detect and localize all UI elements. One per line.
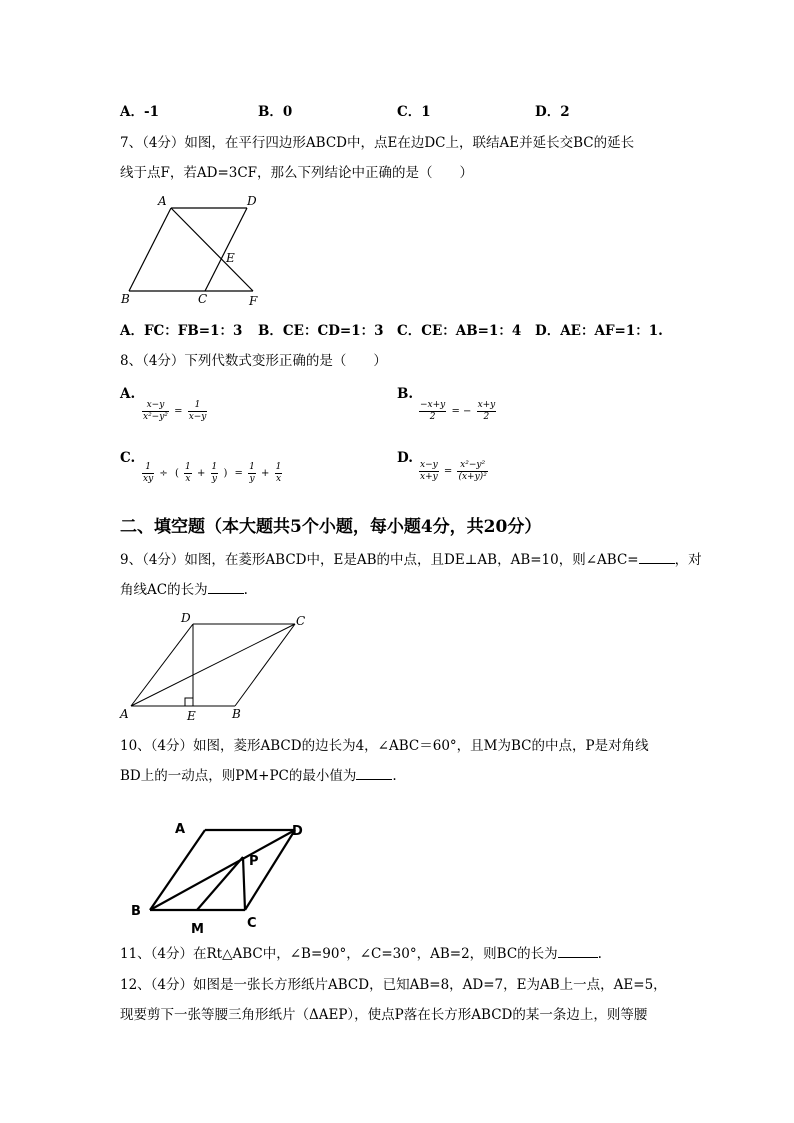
q7-option-a: A．FC：FB=1：3 <box>120 323 243 339</box>
q8-option-b-letter: B. <box>397 386 414 402</box>
q9-label-c: C <box>296 614 306 628</box>
q7-label-b: B <box>121 292 130 306</box>
q9-right-angle-mark <box>185 698 193 706</box>
q10-stem-line2: BD上的一动点，则PM+PC的最小值为 . <box>120 768 397 784</box>
q10-edge-cd <box>245 830 295 910</box>
q7-edge-ab <box>129 208 171 291</box>
q10-segment-pm <box>197 857 243 910</box>
q9-label-e: E <box>187 709 196 723</box>
q7-option-d: D．AE：AF=1：1. <box>535 323 663 339</box>
q10-label-c: C <box>247 916 257 931</box>
q8-option-a-expr: $\frac{x-y}{\text{x²−y²}}$ = $\frac{1}{x-y}$ <box>143 400 207 422</box>
q7-option-b: B．CE：CD=1：3 <box>258 323 384 339</box>
q10-label-p: P <box>249 854 259 869</box>
q8-option-d-letter: D. <box>397 450 413 466</box>
q7-stem-line1: 7、（4分）如图，在平行四边形ABCD中，点E在边DC上，联结AE并延长交BC的延长 <box>120 135 635 151</box>
q12-stem-line1: 12、（4分）如图是一张长方形纸片ABCD，已知AB=8，AD=7，E为AB上一点，AE=5， <box>120 977 667 993</box>
q8-option-a-letter: A. <box>120 386 136 402</box>
q9-answer-blank-2[interactable] <box>208 581 244 594</box>
q9-label-a: A <box>120 707 129 721</box>
q7-label-c: C <box>198 292 208 306</box>
q10-answer-blank[interactable] <box>356 767 392 780</box>
q12-stem-line2: 现要剪下一张等腰三角形纸片（ΔAEP），使点P落在长方形ABCD的某一条边上，则等腰 <box>120 1007 648 1023</box>
q10-stem-line1: 10、（4分）如图，菱形ABCD的边长为4，∠ABC＝60°，且M为BC的中点，P是对角线 <box>120 738 649 754</box>
q11-stem: 11、（4分）在Rt△ABC中，∠B=90°，∠C=30°，AB=2，则BC的长为 . <box>120 946 602 962</box>
q8-option-c-expr: $\frac{1}{xy}$ ÷ ( $\frac{1}{x}$ + $\frac{1}{y}$ ) = $\frac{1}{y}$ + $\frac{1}{x}$ <box>143 462 282 484</box>
q9-answer-blank-1[interactable] <box>639 551 675 564</box>
q7-stem-line2: 线于点F，若AD=3CF，那么下列结论中正确的是（ ） <box>120 165 474 181</box>
q7-label-e: E <box>226 251 235 265</box>
q7-label-f: F <box>249 294 258 308</box>
q10-label-a: A <box>175 822 186 837</box>
q10-edge-ab <box>150 830 205 910</box>
q7-label-a: A <box>158 194 167 208</box>
q7-figure <box>115 190 265 310</box>
q10-figure <box>125 815 325 940</box>
q9-stem-line1: 9、（4分）如图，在菱形ABCD中，E是AB的中点，且DE⊥AB，AB=10，则∠ABC= ，对 <box>120 552 702 568</box>
q6-option-b: B．0 <box>258 104 293 120</box>
q10-diagonal-bd <box>150 830 295 910</box>
q6-option-c: C．1 <box>397 104 431 120</box>
q9-figure <box>115 610 315 725</box>
q6-option-a: A．-1 <box>120 104 159 120</box>
q10-label-b: B <box>131 904 141 919</box>
q9-diagonal-ac <box>131 624 295 706</box>
q10-label-m: M <box>191 922 204 937</box>
q8-stem: 8、（4分）下列代数式变形正确的是（ ） <box>120 353 387 369</box>
q7-label-d: D <box>247 194 257 208</box>
q9-edge-ad <box>131 624 193 706</box>
q8-option-d-expr: $\frac{x-y}{x+y}$ = $\frac{\text{x²−y²}}{\text{(x+y)²}}$ <box>420 460 487 482</box>
q8-option-b-expr: $\frac{-x+y}{2}$ = − $\frac{x+y}{2}$ <box>420 400 496 422</box>
q9-label-d: D <box>181 611 191 625</box>
q9-label-b: B <box>232 707 241 721</box>
q9-edge-bc <box>235 624 295 706</box>
q10-segment-pc <box>243 857 245 910</box>
q11-answer-blank[interactable] <box>558 945 598 958</box>
q8-option-c-letter: C. <box>120 450 136 466</box>
q7-option-c: C．CE：AB=1：4 <box>397 323 522 339</box>
q6-option-d: D．2 <box>535 104 570 120</box>
q10-label-d: D <box>292 824 303 839</box>
q9-stem-line2: 角线AC的长为 . <box>120 582 248 598</box>
section-heading-fill-in: 二、填空题（本大题共5个小题，每小题4分，共20分） <box>120 517 542 537</box>
